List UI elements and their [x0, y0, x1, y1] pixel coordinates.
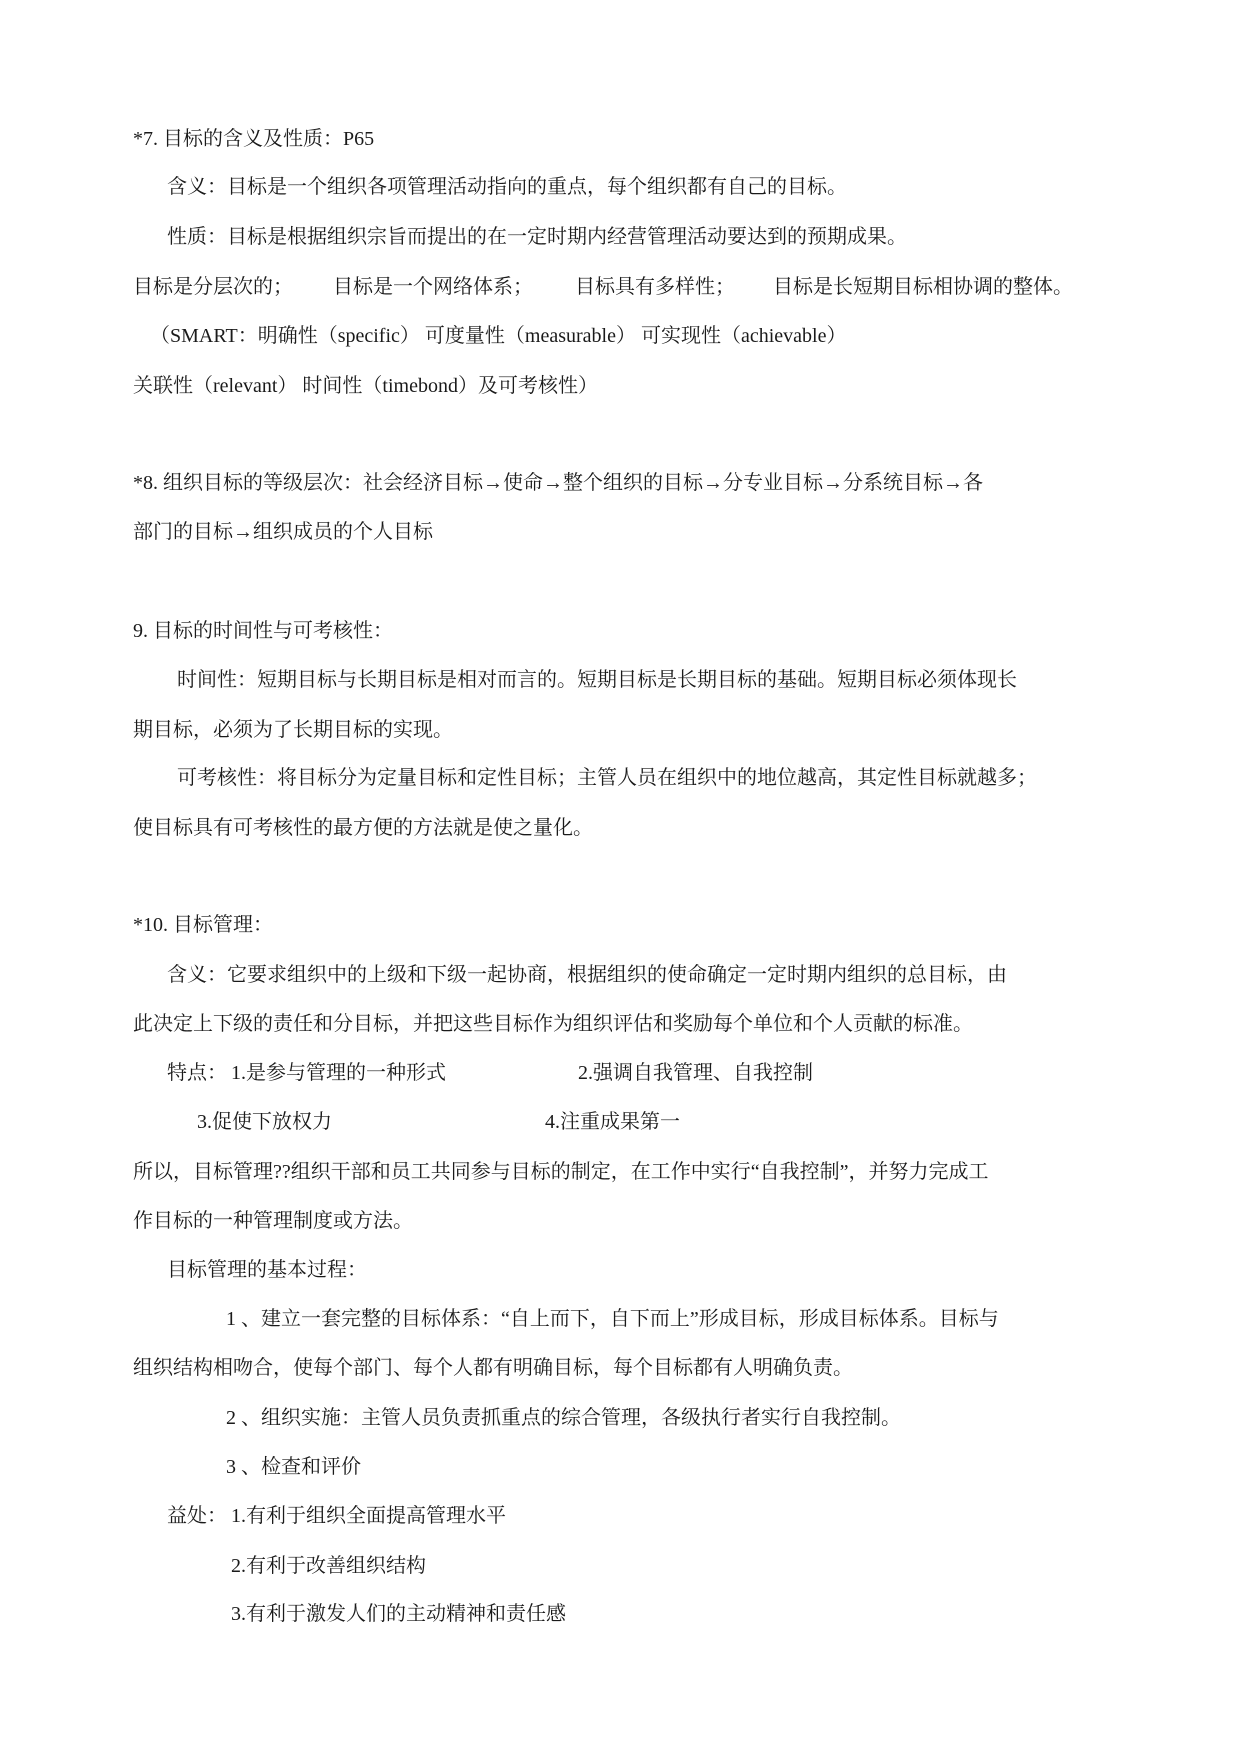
- s9-time-2: 期目标，必须为了长期目标的实现。: [133, 719, 453, 741]
- section-10-heading: *10. 目标管理：: [133, 914, 273, 936]
- s7-nature: 性质：目标是根据组织宗旨而提出的在一定时期内经营管理活动要达到的预期成果。: [167, 226, 907, 248]
- section-9-heading: 9. 目标的时间性与可考核性：: [133, 620, 393, 642]
- s10-benefit: 1.有利于组织全面提高管理水平: [231, 1505, 506, 1527]
- s10-meaning-1: 含义：它要求组织中的上级和下级一起协商，根据组织的使命确定一定时期内组织的总目标，由: [167, 964, 1007, 986]
- s7-meaning: 含义：目标是一个组织各项管理活动指向的重点，每个组织都有自己的目标。: [167, 176, 847, 198]
- s7-prop: 目标是分层次的；: [133, 276, 293, 298]
- s9-assess-2: 使目标具有可考核性的最方便的方法就是使之量化。: [133, 817, 593, 839]
- s10-so-1: 所以，目标管理??组织干部和员工共同参与目标的制定，在工作中实行“自我控制”，并努力完成工: [133, 1161, 989, 1183]
- s10-step-1a: 1 、建立一套完整的目标体系：“自上而下，自下而上”形成目标，形成目标体系。目标与: [226, 1308, 999, 1330]
- s7-prop: 目标是一个网络体系；: [333, 276, 533, 298]
- s10-feature: 2.强调自我管理、自我控制: [578, 1062, 813, 1084]
- s10-features-label: 特点：: [167, 1062, 227, 1084]
- s10-step-1b: 组织结构相吻合，使每个部门、每个人都有明确目标，每个目标都有人明确负责。: [133, 1357, 853, 1379]
- s10-benefits-label: 益处：: [167, 1505, 227, 1527]
- s7-smart-2: 关联性（relevant） 时间性（timebond）及可考核性）: [133, 375, 598, 397]
- s10-process-heading: 目标管理的基本过程：: [167, 1259, 367, 1281]
- s7-prop: 目标是长短期目标相协调的整体。: [773, 276, 1073, 298]
- s9-time-1: 时间性：短期目标与长期目标是相对而言的。短期目标是长期目标的基础。短期目标必须体现长: [177, 669, 1017, 691]
- s10-benefit: 2.有利于改善组织结构: [231, 1555, 426, 1577]
- section-7-heading: *7. 目标的含义及性质：P65: [133, 128, 375, 150]
- s10-step-2: 2 、组织实施：主管人员负责抓重点的综合管理，各级执行者实行自我控制。: [226, 1407, 901, 1429]
- s10-meaning-2: 此决定上下级的责任和分目标，并把这些目标作为组织评估和奖励每个单位和个人贡献的标准。: [133, 1013, 973, 1035]
- s7-smart-1: （SMART：明确性（specific） 可度量性（measurable） 可实现性（achievable）: [150, 325, 847, 347]
- section-8-line-2: 部门的目标→组织成员的个人目标: [133, 521, 433, 543]
- s10-step-3: 3 、检查和评价: [226, 1456, 361, 1478]
- s10-feature: 1.是参与管理的一种形式: [231, 1062, 446, 1084]
- s7-prop: 目标具有多样性；: [575, 276, 735, 298]
- s10-feature: 3.促使下放权力: [197, 1111, 332, 1133]
- s10-so-2: 作目标的一种管理制度或方法。: [133, 1210, 413, 1232]
- s10-feature: 4.注重成果第一: [545, 1111, 680, 1133]
- s9-assess-1: 可考核性：将目标分为定量目标和定性目标；主管人员在组织中的地位越高，其定性目标就越多；: [177, 767, 1037, 789]
- section-8-line-1: *8. 组织目标的等级层次：社会经济目标→使命→整个组织的目标→分专业目标→分系统目标→各: [133, 472, 983, 494]
- s10-benefit: 3.有利于激发人们的主动精神和责任感: [231, 1603, 566, 1625]
